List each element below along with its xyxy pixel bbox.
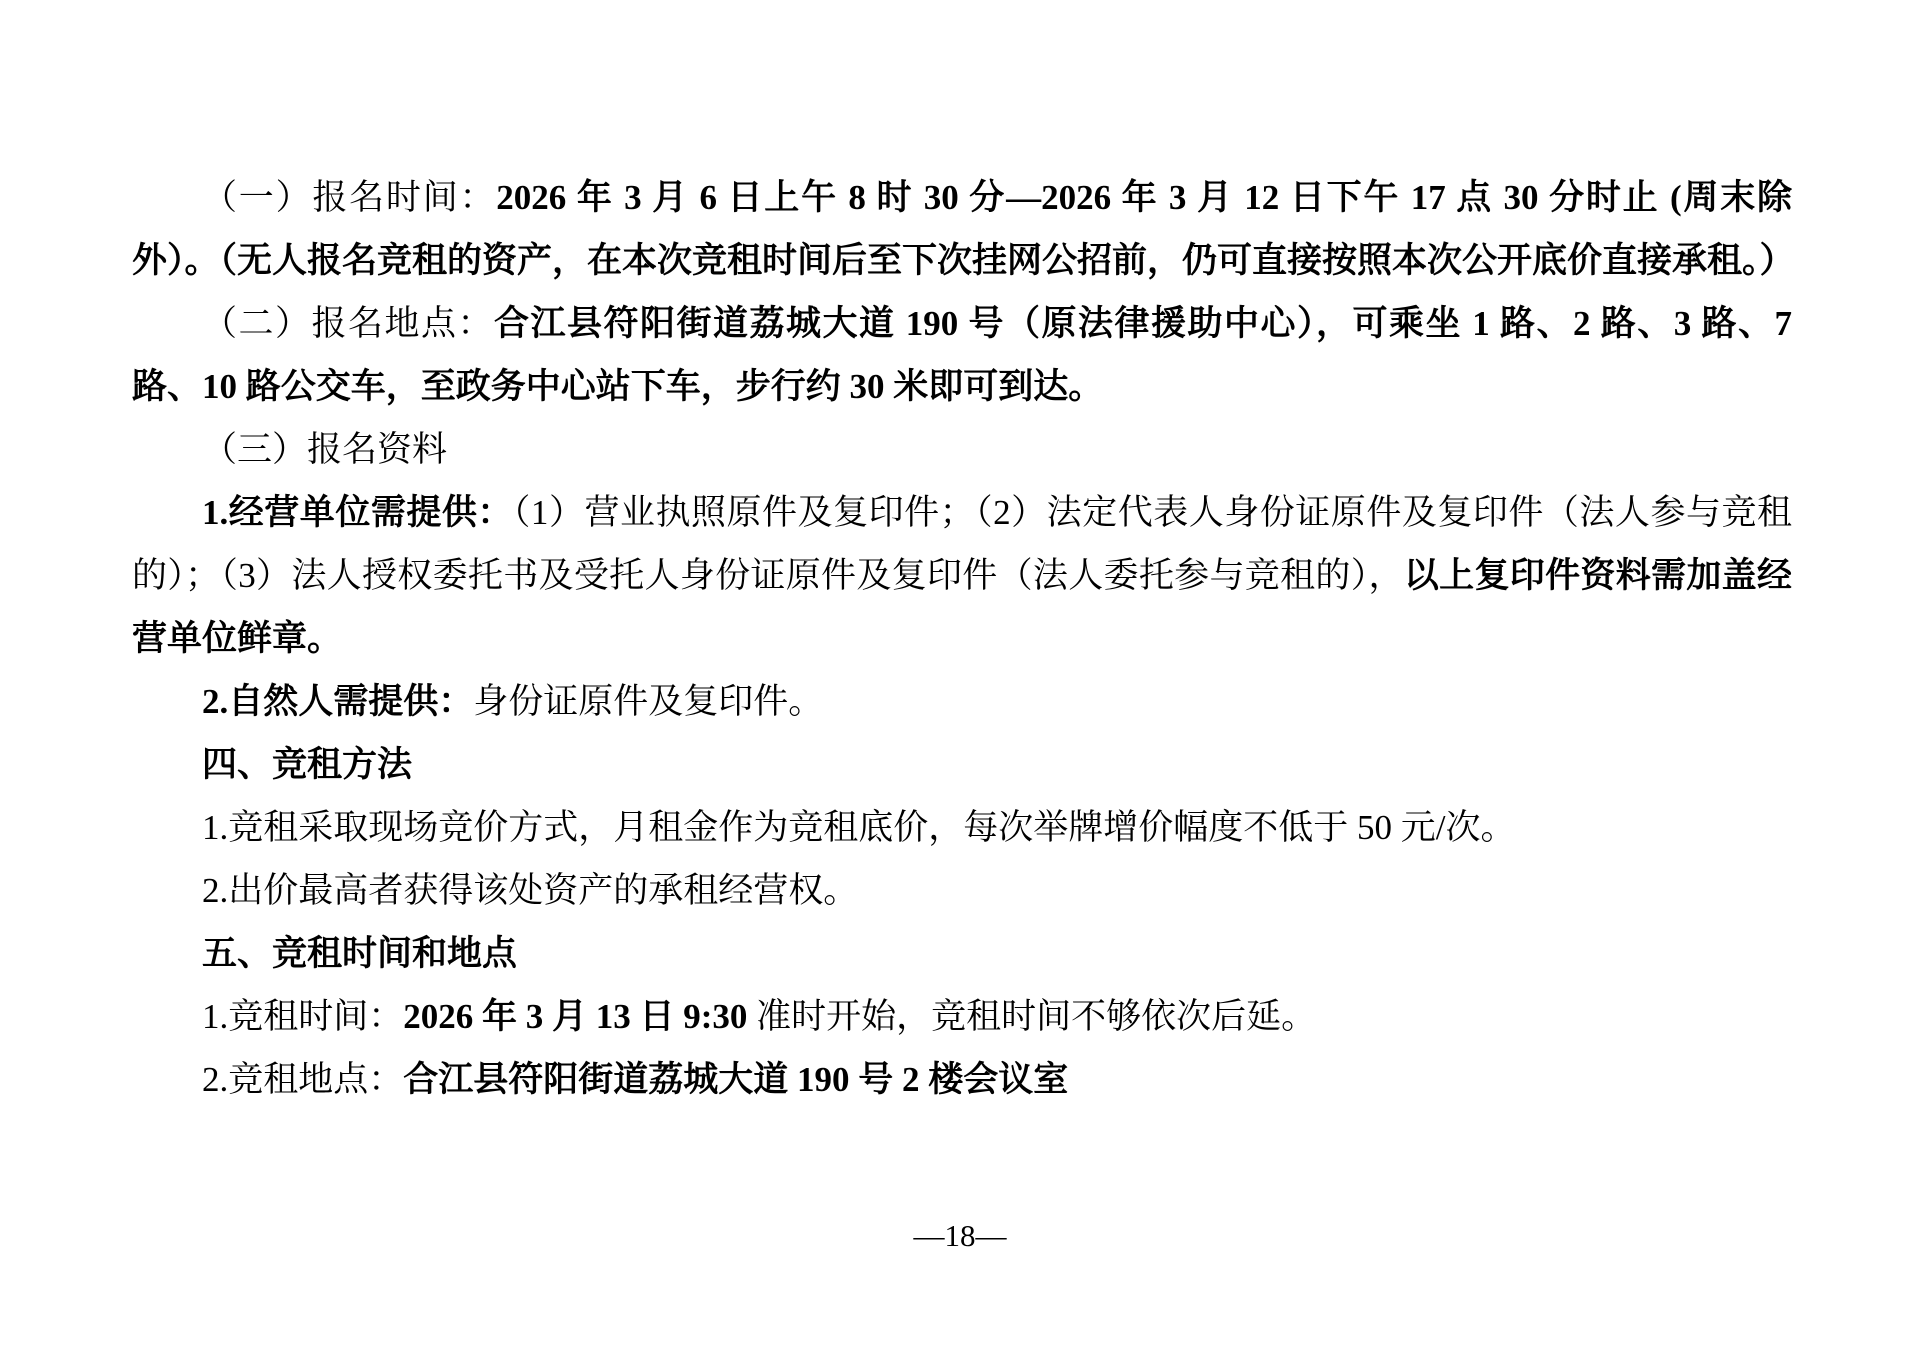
bid-time-place-heading-label: 五、竞租时间和地点 bbox=[202, 934, 518, 973]
document-body bbox=[132, 166, 1795, 1111]
paragraph-bid-place bbox=[132, 1048, 1792, 1111]
bid-time-content: 准时开始，竞租时间不够依次后延。 bbox=[756, 997, 1317, 1036]
bid-time-label: 1.竞租时间： bbox=[202, 997, 404, 1036]
business-materials-items: （1）营业执照原件及复印件；（2）法定代表人身份证原件及复印件（法人参与竞租的）；（3）法人授权委托书及受托人身份证原件及复印件（法人委托参与竞租的）， bbox=[132, 493, 1792, 595]
registration-materials-label: （三）报名资料 bbox=[202, 430, 448, 469]
page-footer bbox=[0, 1218, 1920, 1254]
paragraph-business-materials bbox=[132, 481, 1792, 670]
bid-method-heading-label: 四、竞租方法 bbox=[202, 745, 413, 784]
individual-materials-label: 2.自然人需提供： bbox=[202, 682, 474, 721]
bid-method-1-content: 1.竞租采取现场竞价方式，月租金作为竞租底价，每次举牌增价幅度不低于 50 元/次。 bbox=[202, 808, 1516, 847]
paragraph-registration-time bbox=[132, 166, 1795, 292]
business-materials-label: 1.经营单位需提供： bbox=[202, 493, 513, 532]
paragraph-individual-materials bbox=[132, 670, 1792, 733]
bid-time-datetime: 2026 年 3 月 13 日 9:30 bbox=[403, 997, 757, 1036]
paragraph-bid-method-1 bbox=[132, 796, 1792, 859]
page-number: —18— bbox=[913, 1218, 1007, 1253]
registration-time-label: （一）报名时间： bbox=[202, 178, 497, 217]
bid-place-label: 2.竞租地点： bbox=[202, 1060, 404, 1099]
bid-place-location: 合江县符阳街道荔城大道 190 号 2 楼会议室 bbox=[403, 1060, 1069, 1099]
heading-bid-method bbox=[132, 733, 1792, 796]
registration-time-content: 2026 年 3 月 6 日上午 8 时 30 分—2026 年 3 月 12 日下午 17 点 30 分时止 (周末除外）。（无人报名竞租的资产，在本次竞租时间后至下次挂网公招前，仍可直接按照本次公开底价直接承租。） bbox=[132, 178, 1795, 280]
business-materials-seal-note: 以上复印件资料需加盖经营单位鲜章。 bbox=[132, 556, 1792, 658]
paragraph-bid-time bbox=[132, 985, 1792, 1048]
paragraph-registration-place bbox=[132, 292, 1792, 418]
heading-bid-time-place bbox=[132, 922, 1792, 985]
registration-place-label: （二）报名地点： bbox=[202, 304, 494, 343]
registration-place-transit: ，可乘坐 1 路、2 路、3 路、7 路、10 路公交车，至政务中心站下车，步行约 30 米即可到达。 bbox=[132, 304, 1792, 406]
bid-method-2-content: 2.出价最高者获得该处资产的承租经营权。 bbox=[202, 871, 859, 910]
registration-place-address: 合江县符阳街道荔城大道 190 号（原法律援助中心） bbox=[494, 304, 1316, 343]
individual-materials-content: 身份证原件及复印件。 bbox=[473, 682, 824, 721]
paragraph-registration-materials-heading bbox=[132, 418, 1792, 481]
paragraph-bid-method-2 bbox=[132, 859, 1792, 922]
